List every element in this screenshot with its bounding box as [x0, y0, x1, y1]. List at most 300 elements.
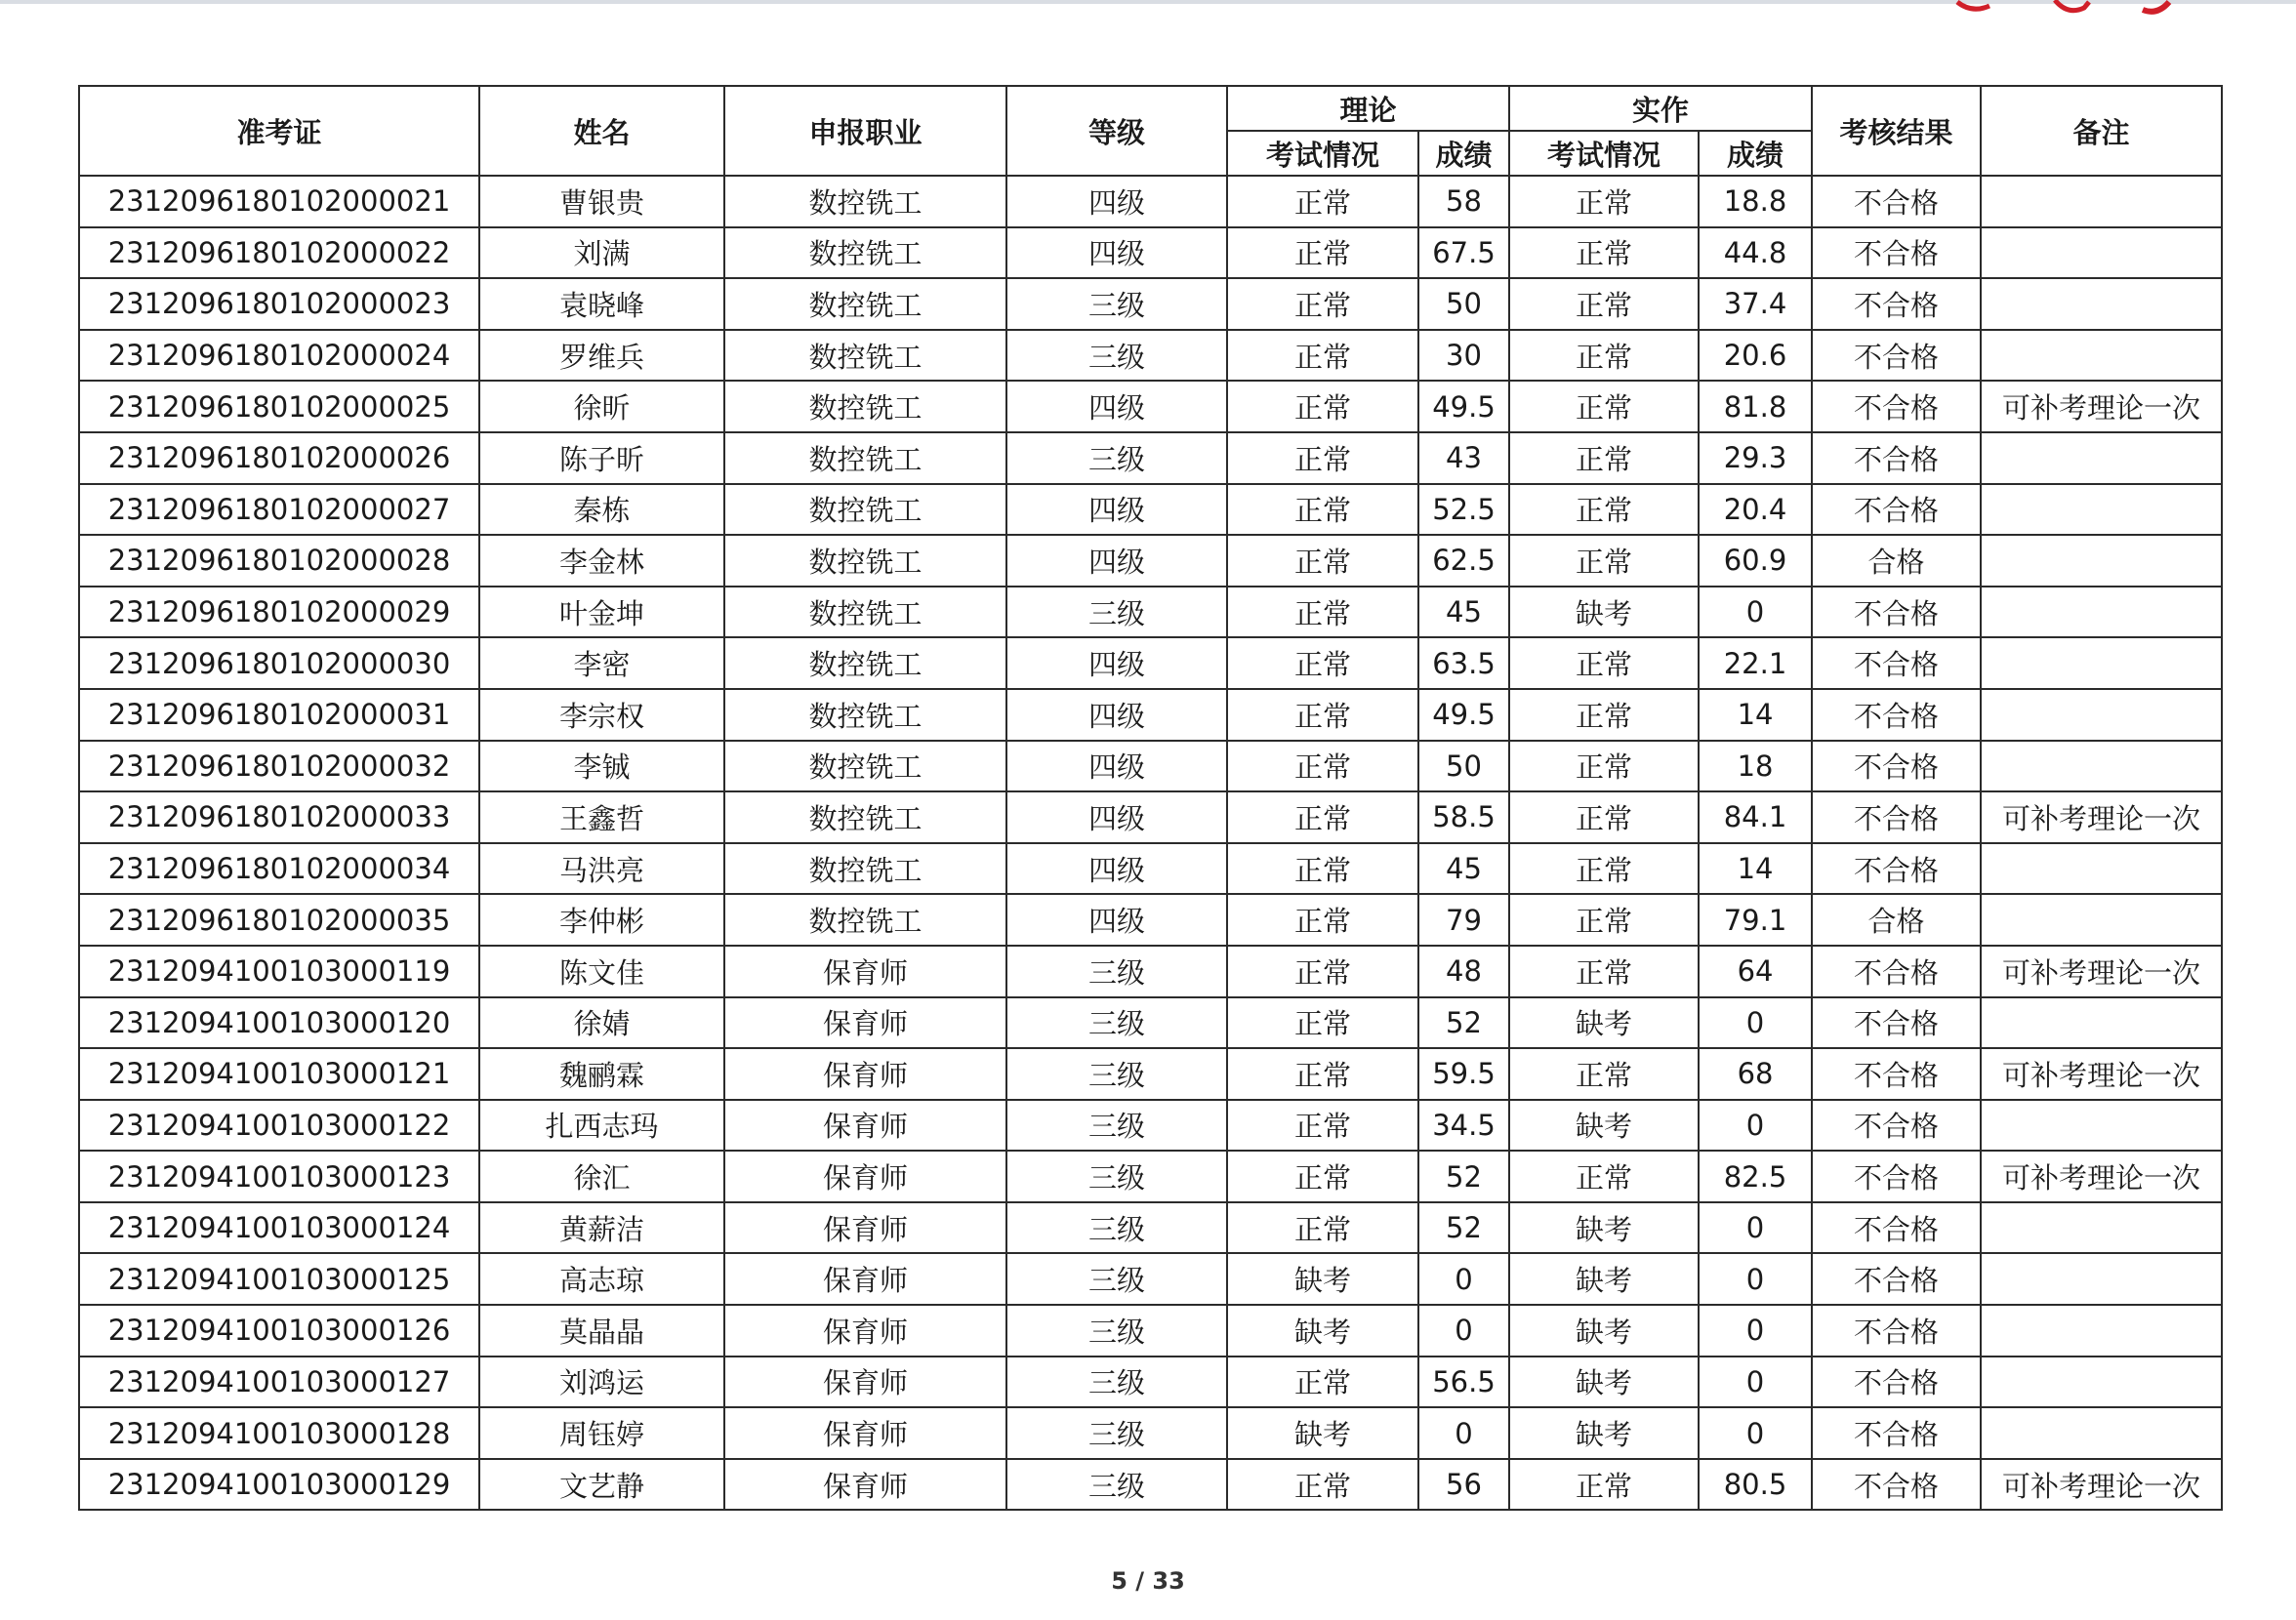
cell-theory-score: 34.5 [1418, 1100, 1509, 1152]
cell-theory-status: 正常 [1227, 278, 1418, 330]
cell-level: 四级 [1006, 741, 1227, 792]
cell-theory-score: 56 [1418, 1459, 1509, 1511]
table-row [79, 227, 2222, 279]
cell-occupation: 数控铣工 [724, 432, 1006, 484]
table-row [79, 381, 2222, 432]
cell-exam-id: 2312096180102000028 [79, 535, 479, 587]
cell-practical-score: 80.5 [1699, 1459, 1812, 1511]
cell-result: 不合格 [1812, 227, 1981, 279]
cell-practical-status: 正常 [1509, 330, 1699, 382]
cell-remark [1981, 176, 2222, 227]
cell-level: 四级 [1006, 689, 1227, 741]
header-practical: 实作 [1509, 86, 1812, 131]
table-row [79, 1253, 2222, 1305]
table-row [79, 1407, 2222, 1459]
cell-result: 不合格 [1812, 843, 1981, 895]
table-row [79, 843, 2222, 895]
table-row [79, 484, 2222, 536]
cell-practical-status: 正常 [1509, 484, 1699, 536]
cell-level: 三级 [1006, 1459, 1227, 1511]
cell-theory-status: 缺考 [1227, 1305, 1418, 1357]
cell-result: 不合格 [1812, 330, 1981, 382]
cell-occupation: 保育师 [724, 1151, 1006, 1202]
cell-practical-score: 18 [1699, 741, 1812, 792]
cell-remark [1981, 843, 2222, 895]
header-id: 准考证 [79, 86, 479, 176]
header-theory-score: 成绩 [1418, 131, 1509, 176]
cell-occupation: 数控铣工 [724, 741, 1006, 792]
header-practical-score: 成绩 [1699, 131, 1812, 176]
cell-remark [1981, 1305, 2222, 1357]
table-row [79, 176, 2222, 227]
cell-theory-status: 正常 [1227, 1151, 1418, 1202]
cell-occupation: 数控铣工 [724, 894, 1006, 946]
cell-level: 三级 [1006, 1253, 1227, 1305]
cell-occupation: 保育师 [724, 1459, 1006, 1511]
cell-theory-score: 48 [1418, 946, 1509, 997]
cell-level: 三级 [1006, 1100, 1227, 1152]
cell-remark [1981, 227, 2222, 279]
cell-exam-id: 2312096180102000022 [79, 227, 479, 279]
table-body [79, 176, 2222, 1510]
cell-level: 四级 [1006, 176, 1227, 227]
cell-practical-status: 缺考 [1509, 997, 1699, 1049]
cell-occupation: 数控铣工 [724, 587, 1006, 638]
cell-exam-id: 2312094100103000126 [79, 1305, 479, 1357]
cell-practical-score: 60.9 [1699, 535, 1812, 587]
cell-theory-score: 52 [1418, 1202, 1509, 1254]
cell-result: 不合格 [1812, 946, 1981, 997]
cell-name: 魏鹂霖 [479, 1048, 724, 1100]
cell-remark [1981, 278, 2222, 330]
cell-theory-status: 正常 [1227, 1100, 1418, 1152]
header-name: 姓名 [479, 86, 724, 176]
cell-theory-score: 62.5 [1418, 535, 1509, 587]
cell-practical-status: 正常 [1509, 1048, 1699, 1100]
cell-exam-id: 2312094100103000128 [79, 1407, 479, 1459]
cell-result: 不合格 [1812, 1407, 1981, 1459]
cell-remark: 可补考理论一次 [1981, 381, 2222, 432]
cell-remark [1981, 1253, 2222, 1305]
cell-practical-status: 正常 [1509, 741, 1699, 792]
table-row [79, 278, 2222, 330]
cell-theory-score: 52 [1418, 1151, 1509, 1202]
cell-practical-score: 0 [1699, 1407, 1812, 1459]
cell-exam-id: 2312096180102000024 [79, 330, 479, 382]
cell-theory-status: 正常 [1227, 637, 1418, 689]
cell-exam-id: 2312096180102000029 [79, 587, 479, 638]
cell-name: 徐婧 [479, 997, 724, 1049]
cell-remark [1981, 484, 2222, 536]
cell-occupation: 数控铣工 [724, 227, 1006, 279]
cell-theory-status: 正常 [1227, 484, 1418, 536]
cell-practical-score: 0 [1699, 1357, 1812, 1408]
cell-remark [1981, 997, 2222, 1049]
cell-occupation: 数控铣工 [724, 535, 1006, 587]
cell-exam-id: 2312094100103000121 [79, 1048, 479, 1100]
page-number: 5 / 33 [1111, 1567, 1185, 1595]
cell-level: 三级 [1006, 1202, 1227, 1254]
cell-remark [1981, 894, 2222, 946]
cell-level: 四级 [1006, 791, 1227, 843]
cell-level: 三级 [1006, 1357, 1227, 1408]
cell-name: 徐汇 [479, 1151, 724, 1202]
table-row [79, 791, 2222, 843]
cell-exam-id: 2312094100103000125 [79, 1253, 479, 1305]
cell-result: 不合格 [1812, 741, 1981, 792]
cell-theory-score: 0 [1418, 1253, 1509, 1305]
cell-theory-score: 79 [1418, 894, 1509, 946]
cell-practical-score: 22.1 [1699, 637, 1812, 689]
cell-theory-status: 正常 [1227, 381, 1418, 432]
cell-occupation: 保育师 [724, 1100, 1006, 1152]
table-row [79, 1048, 2222, 1100]
cell-practical-score: 18.8 [1699, 176, 1812, 227]
header-theory: 理论 [1227, 86, 1509, 131]
cell-result: 不合格 [1812, 637, 1981, 689]
red-seal-fragment-icon [1952, 0, 2177, 16]
table-row [79, 1305, 2222, 1357]
cell-level: 三级 [1006, 432, 1227, 484]
cell-result: 不合格 [1812, 1151, 1981, 1202]
cell-occupation: 保育师 [724, 1305, 1006, 1357]
cell-theory-status: 正常 [1227, 1202, 1418, 1254]
cell-result: 不合格 [1812, 1202, 1981, 1254]
cell-result: 不合格 [1812, 1048, 1981, 1100]
header-occupation: 申报职业 [724, 86, 1006, 176]
cell-name: 马洪亮 [479, 843, 724, 895]
cell-practical-status: 缺考 [1509, 1305, 1699, 1357]
cell-practical-status: 缺考 [1509, 1407, 1699, 1459]
cell-practical-status: 正常 [1509, 381, 1699, 432]
cell-name: 李宗权 [479, 689, 724, 741]
table-row [79, 741, 2222, 792]
cell-occupation: 保育师 [724, 1407, 1006, 1459]
cell-theory-score: 30 [1418, 330, 1509, 382]
cell-name: 秦栋 [479, 484, 724, 536]
cell-occupation: 数控铣工 [724, 176, 1006, 227]
cell-name: 李密 [479, 637, 724, 689]
cell-level: 四级 [1006, 227, 1227, 279]
cell-name: 李仲彬 [479, 894, 724, 946]
cell-level: 三级 [1006, 946, 1227, 997]
header-theory-status: 考试情况 [1227, 131, 1418, 176]
table-row [79, 587, 2222, 638]
cell-practical-status: 正常 [1509, 535, 1699, 587]
cell-theory-status: 正常 [1227, 587, 1418, 638]
cell-practical-score: 68 [1699, 1048, 1812, 1100]
cell-name: 黄薪洁 [479, 1202, 724, 1254]
cell-practical-score: 44.8 [1699, 227, 1812, 279]
cell-occupation: 数控铣工 [724, 381, 1006, 432]
cell-practical-score: 0 [1699, 1253, 1812, 1305]
cell-occupation: 数控铣工 [724, 843, 1006, 895]
cell-exam-id: 2312096180102000021 [79, 176, 479, 227]
cell-occupation: 数控铣工 [724, 791, 1006, 843]
cell-theory-score: 58 [1418, 176, 1509, 227]
cell-remark [1981, 637, 2222, 689]
cell-name: 李铖 [479, 741, 724, 792]
cell-practical-status: 正常 [1509, 1459, 1699, 1511]
cell-practical-status: 正常 [1509, 227, 1699, 279]
cell-theory-score: 49.5 [1418, 689, 1509, 741]
cell-theory-score: 50 [1418, 741, 1509, 792]
cell-practical-score: 0 [1699, 997, 1812, 1049]
cell-practical-status: 正常 [1509, 843, 1699, 895]
cell-exam-id: 2312094100103000127 [79, 1357, 479, 1408]
cell-level: 三级 [1006, 1407, 1227, 1459]
cell-practical-status: 正常 [1509, 432, 1699, 484]
cell-name: 莫晶晶 [479, 1305, 724, 1357]
cell-theory-status: 缺考 [1227, 1407, 1418, 1459]
cell-practical-score: 84.1 [1699, 791, 1812, 843]
cell-occupation: 数控铣工 [724, 637, 1006, 689]
cell-occupation: 保育师 [724, 1048, 1006, 1100]
cell-practical-score: 14 [1699, 843, 1812, 895]
cell-name: 高志琼 [479, 1253, 724, 1305]
cell-practical-status: 正常 [1509, 176, 1699, 227]
cell-theory-status: 正常 [1227, 227, 1418, 279]
cell-result: 不合格 [1812, 176, 1981, 227]
cell-name: 陈子昕 [479, 432, 724, 484]
cell-practical-status: 正常 [1509, 278, 1699, 330]
cell-remark [1981, 535, 2222, 587]
cell-practical-score: 82.5 [1699, 1151, 1812, 1202]
cell-occupation: 数控铣工 [724, 278, 1006, 330]
cell-exam-id: 2312096180102000031 [79, 689, 479, 741]
cell-theory-status: 正常 [1227, 1357, 1418, 1408]
cell-theory-status: 正常 [1227, 176, 1418, 227]
cell-result: 不合格 [1812, 689, 1981, 741]
cell-level: 四级 [1006, 637, 1227, 689]
cell-practical-status: 正常 [1509, 1151, 1699, 1202]
cell-exam-id: 2312096180102000030 [79, 637, 479, 689]
cell-theory-score: 58.5 [1418, 791, 1509, 843]
cell-occupation: 保育师 [724, 1357, 1006, 1408]
cell-occupation: 保育师 [724, 946, 1006, 997]
cell-level: 三级 [1006, 278, 1227, 330]
table-row [79, 1459, 2222, 1511]
cell-exam-id: 2312096180102000027 [79, 484, 479, 536]
table-row [79, 535, 2222, 587]
cell-result: 合格 [1812, 535, 1981, 587]
cell-result: 不合格 [1812, 791, 1981, 843]
cell-remark [1981, 1202, 2222, 1254]
table-row [79, 1151, 2222, 1202]
cell-theory-score: 56.5 [1418, 1357, 1509, 1408]
cell-remark: 可补考理论一次 [1981, 791, 2222, 843]
cell-practical-status: 缺考 [1509, 1100, 1699, 1152]
cell-result: 不合格 [1812, 1305, 1981, 1357]
cell-practical-score: 0 [1699, 1305, 1812, 1357]
cell-practical-score: 37.4 [1699, 278, 1812, 330]
cell-theory-status: 正常 [1227, 330, 1418, 382]
cell-practical-score: 81.8 [1699, 381, 1812, 432]
table-row [79, 432, 2222, 484]
cell-result: 不合格 [1812, 1357, 1981, 1408]
cell-level: 三级 [1006, 1048, 1227, 1100]
cell-theory-status: 缺考 [1227, 1253, 1418, 1305]
cell-occupation: 数控铣工 [724, 689, 1006, 741]
cell-practical-score: 29.3 [1699, 432, 1812, 484]
cell-level: 三级 [1006, 587, 1227, 638]
cell-exam-id: 2312096180102000025 [79, 381, 479, 432]
cell-name: 刘满 [479, 227, 724, 279]
header-level: 等级 [1006, 86, 1227, 176]
cell-theory-status: 正常 [1227, 1459, 1418, 1511]
cell-practical-status: 正常 [1509, 894, 1699, 946]
cell-remark: 可补考理论一次 [1981, 1459, 2222, 1511]
cell-remark [1981, 587, 2222, 638]
cell-level: 三级 [1006, 997, 1227, 1049]
cell-theory-status: 正常 [1227, 1048, 1418, 1100]
cell-theory-score: 59.5 [1418, 1048, 1509, 1100]
cell-practical-score: 20.6 [1699, 330, 1812, 382]
cell-theory-status: 正常 [1227, 894, 1418, 946]
table-row [79, 1100, 2222, 1152]
cell-theory-status: 正常 [1227, 997, 1418, 1049]
cell-exam-id: 2312094100103000119 [79, 946, 479, 997]
cell-name: 曹银贵 [479, 176, 724, 227]
cell-practical-status: 缺考 [1509, 1253, 1699, 1305]
cell-theory-status: 正常 [1227, 741, 1418, 792]
cell-exam-id: 2312096180102000023 [79, 278, 479, 330]
cell-exam-id: 2312096180102000035 [79, 894, 479, 946]
cell-exam-id: 2312094100103000129 [79, 1459, 479, 1511]
cell-practical-score: 79.1 [1699, 894, 1812, 946]
cell-result: 不合格 [1812, 278, 1981, 330]
cell-occupation: 保育师 [724, 997, 1006, 1049]
cell-theory-status: 正常 [1227, 791, 1418, 843]
cell-theory-status: 正常 [1227, 432, 1418, 484]
cell-result: 不合格 [1812, 587, 1981, 638]
cell-remark [1981, 741, 2222, 792]
cell-theory-status: 正常 [1227, 843, 1418, 895]
cell-name: 王鑫哲 [479, 791, 724, 843]
cell-practical-status: 缺考 [1509, 1357, 1699, 1408]
header-row [79, 86, 2222, 131]
cell-theory-score: 50 [1418, 278, 1509, 330]
cell-name: 罗维兵 [479, 330, 724, 382]
table-row [79, 1357, 2222, 1408]
cell-remark: 可补考理论一次 [1981, 1048, 2222, 1100]
cell-practical-score: 0 [1699, 1202, 1812, 1254]
cell-exam-id: 2312094100103000123 [79, 1151, 479, 1202]
cell-practical-score: 0 [1699, 1100, 1812, 1152]
cell-remark: 可补考理论一次 [1981, 946, 2222, 997]
table-row [79, 894, 2222, 946]
cell-exam-id: 2312094100103000124 [79, 1202, 479, 1254]
cell-theory-score: 52 [1418, 997, 1509, 1049]
cell-name: 徐昕 [479, 381, 724, 432]
table-row [79, 689, 2222, 741]
cell-practical-score: 64 [1699, 946, 1812, 997]
cell-level: 四级 [1006, 894, 1227, 946]
cell-theory-score: 45 [1418, 587, 1509, 638]
cell-theory-score: 43 [1418, 432, 1509, 484]
table-row [79, 997, 2222, 1049]
cell-occupation: 保育师 [724, 1253, 1006, 1305]
cell-result: 不合格 [1812, 432, 1981, 484]
cell-theory-score: 0 [1418, 1305, 1509, 1357]
cell-occupation: 数控铣工 [724, 330, 1006, 382]
cell-practical-status: 缺考 [1509, 1202, 1699, 1254]
cell-remark [1981, 432, 2222, 484]
table-row [79, 330, 2222, 382]
cell-result: 不合格 [1812, 484, 1981, 536]
cell-level: 四级 [1006, 484, 1227, 536]
cell-theory-status: 正常 [1227, 689, 1418, 741]
cell-exam-id: 2312094100103000122 [79, 1100, 479, 1152]
cell-level: 四级 [1006, 535, 1227, 587]
cell-name: 周钰婷 [479, 1407, 724, 1459]
cell-remark [1981, 1357, 2222, 1408]
exam-results-table [78, 85, 2223, 1511]
cell-theory-score: 52.5 [1418, 484, 1509, 536]
cell-name: 李金林 [479, 535, 724, 587]
header-remark: 备注 [1981, 86, 2222, 176]
cell-theory-status: 正常 [1227, 535, 1418, 587]
cell-practical-status: 正常 [1509, 689, 1699, 741]
cell-practical-score: 14 [1699, 689, 1812, 741]
cell-result: 不合格 [1812, 997, 1981, 1049]
cell-practical-status: 正常 [1509, 791, 1699, 843]
cell-remark: 可补考理论一次 [1981, 1151, 2222, 1202]
cell-level: 三级 [1006, 1151, 1227, 1202]
cell-name: 叶金坤 [479, 587, 724, 638]
cell-level: 三级 [1006, 1305, 1227, 1357]
cell-exam-id: 2312096180102000032 [79, 741, 479, 792]
cell-exam-id: 2312096180102000034 [79, 843, 479, 895]
cell-name: 扎西志玛 [479, 1100, 724, 1152]
cell-result: 合格 [1812, 894, 1981, 946]
cell-exam-id: 2312094100103000120 [79, 997, 479, 1049]
cell-theory-score: 0 [1418, 1407, 1509, 1459]
cell-theory-score: 49.5 [1418, 381, 1509, 432]
cell-remark [1981, 330, 2222, 382]
cell-level: 四级 [1006, 843, 1227, 895]
cell-name: 袁晓峰 [479, 278, 724, 330]
cell-result: 不合格 [1812, 1459, 1981, 1511]
cell-result: 不合格 [1812, 1253, 1981, 1305]
cell-occupation: 数控铣工 [724, 484, 1006, 536]
cell-result: 不合格 [1812, 381, 1981, 432]
cell-theory-score: 67.5 [1418, 227, 1509, 279]
cell-practical-status: 正常 [1509, 946, 1699, 997]
header-result: 考核结果 [1812, 86, 1981, 176]
cell-result: 不合格 [1812, 1100, 1981, 1152]
cell-name: 刘鸿运 [479, 1357, 724, 1408]
cell-remark [1981, 689, 2222, 741]
cell-practical-status: 正常 [1509, 637, 1699, 689]
table-row [79, 946, 2222, 997]
cell-theory-status: 正常 [1227, 946, 1418, 997]
cell-practical-status: 缺考 [1509, 587, 1699, 638]
cell-occupation: 保育师 [724, 1202, 1006, 1254]
cell-level: 三级 [1006, 330, 1227, 382]
cell-theory-score: 45 [1418, 843, 1509, 895]
table-row [79, 1202, 2222, 1254]
cell-name: 文艺静 [479, 1459, 724, 1511]
header-practical-status: 考试情况 [1509, 131, 1699, 176]
cell-practical-score: 0 [1699, 587, 1812, 638]
cell-theory-score: 63.5 [1418, 637, 1509, 689]
cell-remark [1981, 1100, 2222, 1152]
cell-exam-id: 2312096180102000033 [79, 791, 479, 843]
cell-level: 四级 [1006, 381, 1227, 432]
cell-remark [1981, 1407, 2222, 1459]
table-row [79, 637, 2222, 689]
